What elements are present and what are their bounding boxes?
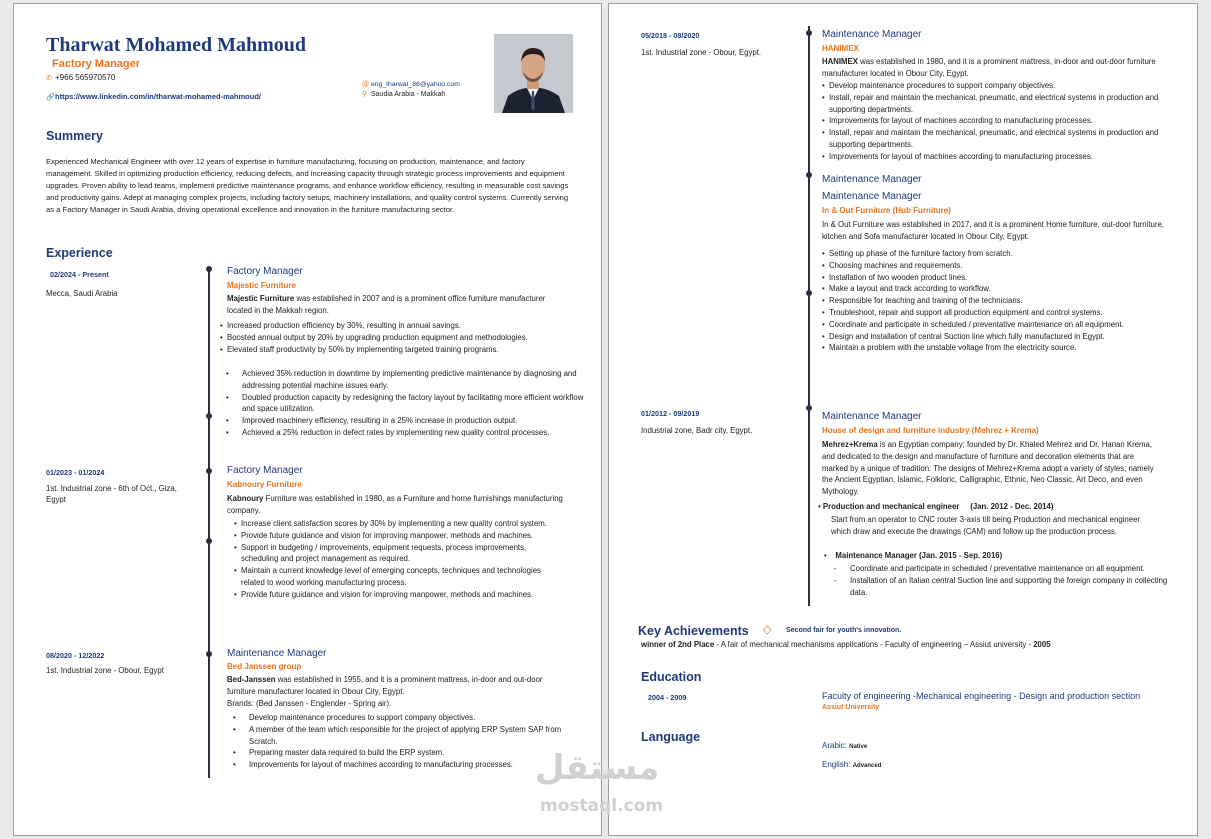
email-link[interactable]: eng_tharwat_86@yahoo.com	[371, 81, 460, 88]
timeline-line	[208, 270, 210, 778]
location-pin-icon: ⚲	[362, 91, 368, 98]
timeline-line	[808, 26, 810, 606]
company-name-bold: Kabnoury	[227, 494, 264, 503]
language-item	[822, 760, 881, 769]
list-item: • Maintain a current knowledge level of emerging concepts, techniques and technologies related to wood working manufacturing process.	[234, 565, 554, 589]
sub-role-dates: (Jan. 2012 - Dec. 2014)	[970, 502, 1054, 511]
candidate-name: Tharwat Mohamed Mahmoud	[46, 34, 307, 56]
job-bullets	[822, 80, 1167, 163]
timeline-dot	[206, 538, 212, 544]
language-heading: Language	[641, 730, 701, 744]
company-name-bold: HANIMEX	[822, 57, 858, 66]
list-item: • A member of the team which responsible for the project of applying ERP System SAP from Scratch.	[227, 724, 572, 748]
language-name: English:	[822, 760, 851, 769]
job-title: Maintenance Manager	[822, 191, 922, 202]
job-location: Mecca, Saudi Arabia	[46, 289, 118, 298]
job-bullets	[227, 712, 572, 771]
candidate-title: Factory Manager	[52, 58, 141, 70]
summary-text: Experienced Mechanical Engineer with over 12 years of expertise in furniture manufacturing, focusing on production, maintenance, and factory management. Skilled in optimizing production efficiency, reducing defects, and increasing capacity through strategic process improvements and equipment upgrades. Proven ability to lead teams, implement predictive maintenance programs, and enhance workflow efficiency, resulting in measurable cost savings and productivity gains. Adept at managing complex projects, including factory setups, machinery installations, and quality control systems. Currently serving as a Factory Manager in Saudi Arabia, driving operational excellence and innovation in the furniture manufacturing sector.	[46, 157, 569, 214]
achievement-award: winner of 2nd Place	[641, 640, 715, 649]
job-description-text: was established in 2007 and is a prominent office furniture manufacturer located in the Makkah region.	[227, 294, 546, 315]
education-degree: Faculty of engineering -Mechanical engineering - Design and production section	[822, 691, 1141, 701]
email-row[interactable]	[362, 73, 460, 91]
job-description-text: was established in 1980, and it is a prominent mattress, in-door and out-door furniture manufacturer located in Obour City, Egypt.	[822, 57, 1156, 78]
education-date: 2004 - 2009	[648, 693, 687, 702]
job-company: Majestic Furniture	[227, 281, 296, 290]
list-item: • Responsible for teaching and training of the technicians.	[822, 295, 1167, 307]
list-item: • Achieved a 25% reduction in defect rates by implementing new quality control processes.	[220, 427, 586, 439]
job-description	[227, 493, 567, 517]
language-name: Arabic:	[822, 741, 847, 750]
list-item: - Installation of an Italian central Suction line and supporting the foreign company in collecting data.	[828, 575, 1168, 599]
phone-number: +966 565970570	[55, 73, 116, 82]
list-item: • Support in budgeting / improvements, equipment requests, process improvements, scheduling and project management as required.	[234, 542, 554, 566]
sub-role-text: Start from an operator to CNC router 3-axis till being Production and mechanical engineer which draw and execute the drawings (CAM) and follow up the production process.	[831, 515, 1141, 536]
education-school: Assiut University	[822, 704, 880, 711]
list-item: • Improved machinery efficiency, resulting in a 25% increase in production output.	[220, 415, 586, 427]
job-bullets	[234, 518, 554, 601]
sub-role-1: • Production and mechanical engineer (Jan. 2012 - Dec. 2014)	[818, 502, 1054, 511]
location-text: Saudia Arabia - Makkah	[371, 91, 446, 98]
timeline-dot	[206, 468, 212, 474]
job-title: Maintenance Manager	[822, 174, 922, 185]
list-item: • Doubled production capacity by redesigning the factory layout by facilitating more efficient workflow and space utilization.	[220, 392, 586, 416]
job-location: 1st. Industrial zone - Obour, Egypt.	[641, 48, 762, 57]
achievement-year: 2005	[1033, 640, 1051, 649]
job-date: 01/2023 - 01/2024	[46, 468, 105, 477]
job-date: 08/2020 - 12/2022	[46, 651, 105, 660]
language-level: Advanced	[852, 763, 882, 769]
list-item: • Improvements for layout of machines according to manufacturing processes.	[227, 759, 572, 771]
job-description-text: Furniture was established in 1980, as a Furniture and home furnishings manufacturing company.	[227, 494, 563, 515]
timeline-dot	[206, 413, 212, 419]
summary-heading: Summery	[46, 129, 103, 143]
job-company: In & Out Furniture (Hub Furniture)	[822, 206, 951, 215]
timeline-dot	[806, 405, 812, 411]
list-item: • Troubleshoot, repair and support all production equipment and control systems.	[822, 307, 1167, 319]
sub-role-bullets	[828, 563, 1168, 598]
sub-role-title: Production and mechanical engineer	[822, 502, 960, 511]
job-location: 1st. Industrial zone - Obour, Egypt	[46, 666, 164, 675]
diamond-icon: ◇	[763, 624, 772, 636]
list-item: • Choosing machines and requirements.	[822, 260, 1167, 272]
linkedin-link[interactable]: https://www.linkedin.com/in/tharwat-mohamed-mahmoud/	[55, 92, 261, 101]
location-row	[362, 90, 445, 98]
job-description	[822, 56, 1182, 80]
list-item: - Coordinate and participate in scheduled / preventative maintenance on all equipment.	[828, 563, 1168, 575]
list-item: • Develop maintenance procedures to support company objectives.	[822, 80, 1167, 92]
job-title: Factory Manager	[227, 266, 303, 277]
job-bullets	[822, 248, 1167, 354]
job-company: Kabnoury Furniture	[227, 480, 302, 489]
resume-page-2	[608, 3, 1198, 836]
achievement-line	[641, 639, 1051, 651]
experience-heading: Experience	[46, 246, 113, 260]
resume-page-1	[13, 3, 602, 836]
job-title: Factory Manager	[227, 465, 303, 476]
job-company: HANIMEX	[822, 44, 859, 53]
job-bullets	[220, 368, 586, 439]
achievement-detail: - A fair of mechanical mechanisms applications - Faculty of engineering – Assiut university -	[714, 640, 1034, 649]
list-item: • Install, repair and maintain the mechanical, pneumatic, and electrical systems in production and supporting departments.	[822, 92, 1167, 116]
job-description: In & Out Furniture was established in 2017, and it is a prominent Home furniture, out-door furniture, kitchen and Sofa manufacturer located in Obour City, Egypt.	[822, 220, 1164, 241]
linkedin-row[interactable]	[46, 86, 261, 104]
list-item: • Setting up phase of the furniture factory from scratch.	[822, 248, 1022, 260]
job-date: 02/2024 - Present	[50, 270, 109, 279]
list-item: • Increased production efficiency by 30%, resulting in annual savings.	[220, 320, 585, 332]
watermark-url: mostaql.com	[540, 796, 664, 816]
link-icon: 🔗	[46, 94, 55, 101]
job-description	[822, 439, 1162, 498]
achievements-heading: Key Achievements	[638, 624, 749, 638]
list-item: • Provide future guidance and vision for improving manpower, methods and machines.	[234, 589, 554, 601]
job-company: Bed Janssen group	[227, 662, 302, 671]
language-level: Native	[849, 744, 868, 750]
company-name-bold: Majestic Furniture	[227, 294, 295, 303]
list-item: • Preparing master data required to build the ERP system.	[227, 747, 572, 759]
job-title: Maintenance Manager	[822, 411, 922, 422]
job-description	[227, 674, 557, 698]
list-item: • Boosted annual output by 20% by upgrading production equipment and methodologies.	[220, 332, 585, 344]
sub-role-title: Maintenance Manager (Jan. 2015 - Sep. 2016)	[835, 551, 1003, 560]
job-title: Maintenance Manager	[822, 29, 922, 40]
list-item: • Improvements for layout of machines according to manufacturing processes.	[822, 151, 1167, 163]
job-date: 01/2012 - 09/2019	[641, 409, 700, 418]
list-item: • Elevated staff productivity by 50% by implementing targeted training programs.	[220, 344, 585, 356]
job-location: Industrial zone, Badr city, Egypt.	[641, 426, 753, 435]
email-icon: @	[362, 81, 370, 88]
list-item: • Provide future guidance and vision for improving manpower, methods and machines.	[234, 530, 554, 542]
timeline-dot	[806, 30, 812, 36]
job-bullets	[220, 320, 585, 355]
list-item: • Install, repair and maintain the mechanical, pneumatic, and electrical systems in production and supporting departments.	[822, 127, 1167, 151]
education-heading: Education	[641, 670, 702, 684]
job-location: 1st. Industrial zone - 6th of Oct., Giza, Egypt	[46, 484, 177, 504]
profile-photo	[494, 34, 573, 113]
company-name-bold: Bed-Janssen	[227, 675, 276, 684]
achievement-note: Second fair for youth's innovation.	[786, 627, 902, 634]
watermark-logo: مستقل	[535, 748, 660, 788]
job-description-text: is an Egyptian company; founded by Dr. Khaled Mehrez and Dr. Hanan Krema, and dedicated to the design and manufacture of furniture and decoration elements that are marked by a unique of tradition. The designs of Mehrez+Krema adopt a variety of styles; namely the Ancient Egyptian, Islamic, Folkloric, Calligraphic, Ethnic, Neo Classic, Art Deco, and even Mythology.	[822, 440, 1154, 497]
timeline-dot	[206, 266, 212, 272]
job-brands: Brands: (Bed Janssen - Englender - Spring air).	[227, 699, 392, 708]
list-item: • Installation of two wooden product lines.	[822, 272, 1167, 284]
language-item	[822, 741, 867, 750]
list-item: • Maintain a problem with the unstable voltage from the electricity source.	[822, 342, 1167, 354]
list-item: • Coordinate and participate in scheduled / preventative maintenance on all equipment.	[822, 319, 1167, 331]
list-item: • Increase client satisfaction scores by 30% by implementing a new quality control system.	[234, 518, 554, 530]
job-date: 05/2018 - 08/2020	[641, 31, 700, 40]
list-item: • Make a layout and track according to workflow.	[822, 283, 1167, 295]
job-title: Maintenance Manager	[227, 648, 327, 659]
timeline-dot	[806, 290, 812, 296]
profile-photo-portrait	[494, 34, 573, 113]
timeline-dot	[806, 172, 812, 178]
job-company: House of design and furniture industry (Mehrez + Krema)	[822, 426, 1039, 435]
phone-icon: ✆	[46, 75, 52, 82]
job-description-text: was established in 1955, and it is a prominent mattress, in-door and out-door furniture manufacturer located in Obour City, Egypt.	[227, 675, 543, 696]
sub-role-2: • Maintenance Manager (Jan. 2015 - Sep. 2016)	[824, 551, 1003, 560]
list-item: • Design and installation of central Suction line which fully manufactured in Egypt.	[822, 331, 1142, 343]
job-description	[227, 293, 567, 317]
list-item: • Improvements for layout of machines according to manufacturing processes.	[822, 115, 1167, 127]
phone-row	[46, 73, 115, 82]
list-item: • Achieved 35% reduction in downtime by implementing predictive maintenance by diagnosing and addressing potential machine issues early.	[220, 368, 586, 392]
company-name-bold: Mehrez+Krema	[822, 440, 878, 449]
timeline-dot	[206, 651, 212, 657]
list-item: • Develop maintenance procedures to support company objectives.	[227, 712, 572, 724]
